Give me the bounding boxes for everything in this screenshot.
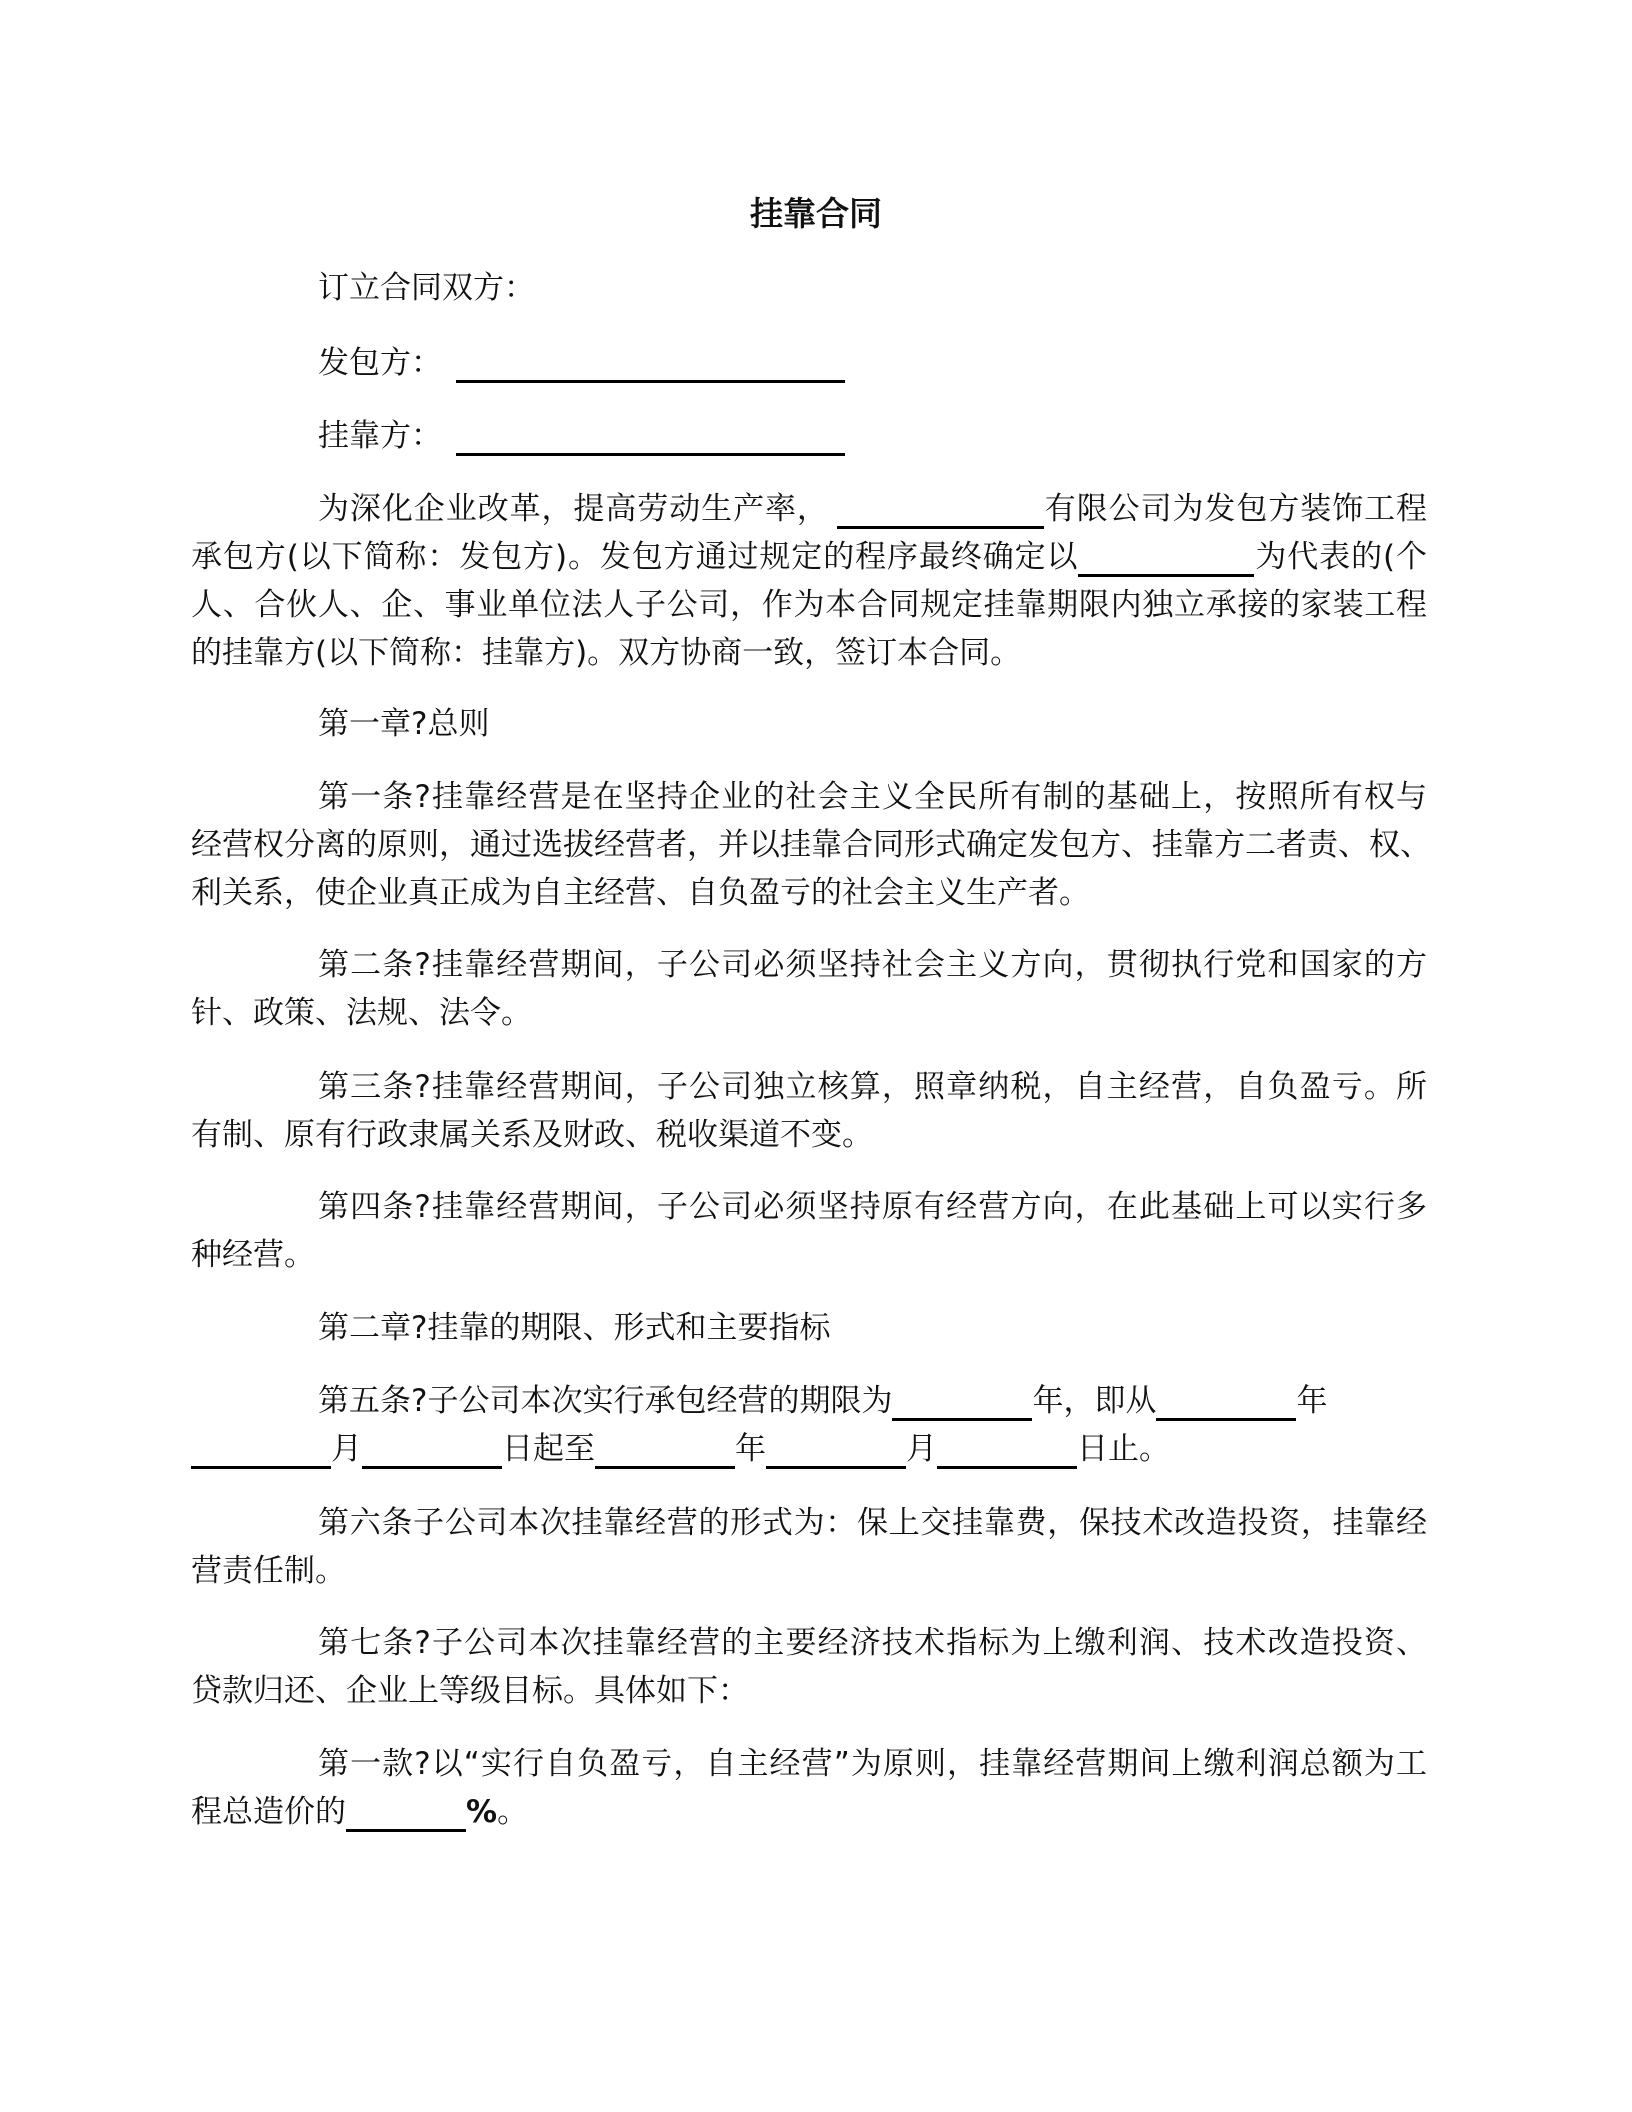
- article-5: 第五条?子公司本次实行承包经营的期限为 年，即从 年 月 日起至 年 月 日止。: [191, 1377, 1427, 1473]
- end-month-blank[interactable]: [766, 1430, 906, 1469]
- article-1: 第一条?挂靠经营是在坚持企业的社会主义全民所有制的基础上，按照所有权与 经营权分离的原则，通过选拔经营者，并以挂靠合同形式确定发包方、挂靠方二者责、权、 利关系，使企业真正成为自主经营、自负盈亏的社会主义生产者。: [191, 779, 1431, 911]
- end-day-blank[interactable]: [937, 1430, 1077, 1469]
- affiliate-blank[interactable]: [456, 417, 845, 456]
- contractor-party-line: [191, 339, 1427, 387]
- term-years-blank[interactable]: [892, 1382, 1032, 1421]
- article-2: 第二条?挂靠经营期间，子公司必须坚持社会主义方向，贯彻执行党和国家的方 针、政策、法规、法令。: [191, 947, 1427, 1031]
- clause-1: 第一款?以“实行自负盈亏，自主经营”为原则，挂靠经营期间上缴利润总额为工 程总造价的 %。: [191, 1746, 1427, 1830]
- end-year-blank[interactable]: [595, 1430, 735, 1469]
- company-name-blank[interactable]: [837, 490, 1044, 529]
- profit-percent-blank[interactable]: [346, 1793, 466, 1832]
- intro-paragraph: 为深化企业改革，提高劳动生产率， 有限公司为发包方装饰工程 承包方(以下简称：发包方)。发包方通过规定的程序最终确定以 为代表的(个 人、合伙人、企、事业单位法人子公司，作为本合同规定挂靠期限内独立承接的家装工程 的挂靠方(以下简称：挂靠方)。双方协商一致，签订本合同。: [191, 491, 1428, 671]
- contractor-label: 发包方：: [318, 345, 442, 381]
- article-7: 第七条?子公司本次挂靠经营的主要经济技术指标为上缴利润、技术改造投资、 贷款归还、企业上等级目标。具体如下：: [191, 1625, 1427, 1709]
- affiliate-label: 挂靠方：: [318, 418, 442, 454]
- start-day-blank[interactable]: [362, 1430, 502, 1469]
- start-year-blank[interactable]: [1156, 1382, 1296, 1421]
- chapter-1-heading: 第一章?总则: [318, 706, 490, 742]
- percent-sign: %: [466, 1794, 498, 1830]
- contractor-blank[interactable]: [456, 344, 845, 383]
- affiliate-party-line: [191, 412, 1427, 460]
- chapter-2-heading: 第二章?挂靠的期限、形式和主要指标: [318, 1310, 831, 1346]
- article-6: 第六条子公司本次挂靠经营的形式为：保上交挂靠费，保技术改造投资，挂靠经 营责任制。: [191, 1505, 1427, 1589]
- start-month-blank[interactable]: [191, 1430, 331, 1469]
- article-3: 第三条?挂靠经营期间，子公司独立核算，照章纳税，自主经营，自负盈亏。所 有制、原有行政隶属关系及财政、税收渠道不变。: [191, 1069, 1427, 1153]
- article-4: 第四条?挂靠经营期间，子公司必须坚持原有经营方向，在此基础上可以实行多 种经营。: [191, 1189, 1427, 1273]
- representative-blank[interactable]: [1078, 538, 1254, 577]
- parties-heading: 订立合同双方：: [318, 270, 535, 306]
- document-title: 挂靠合同: [750, 194, 882, 233]
